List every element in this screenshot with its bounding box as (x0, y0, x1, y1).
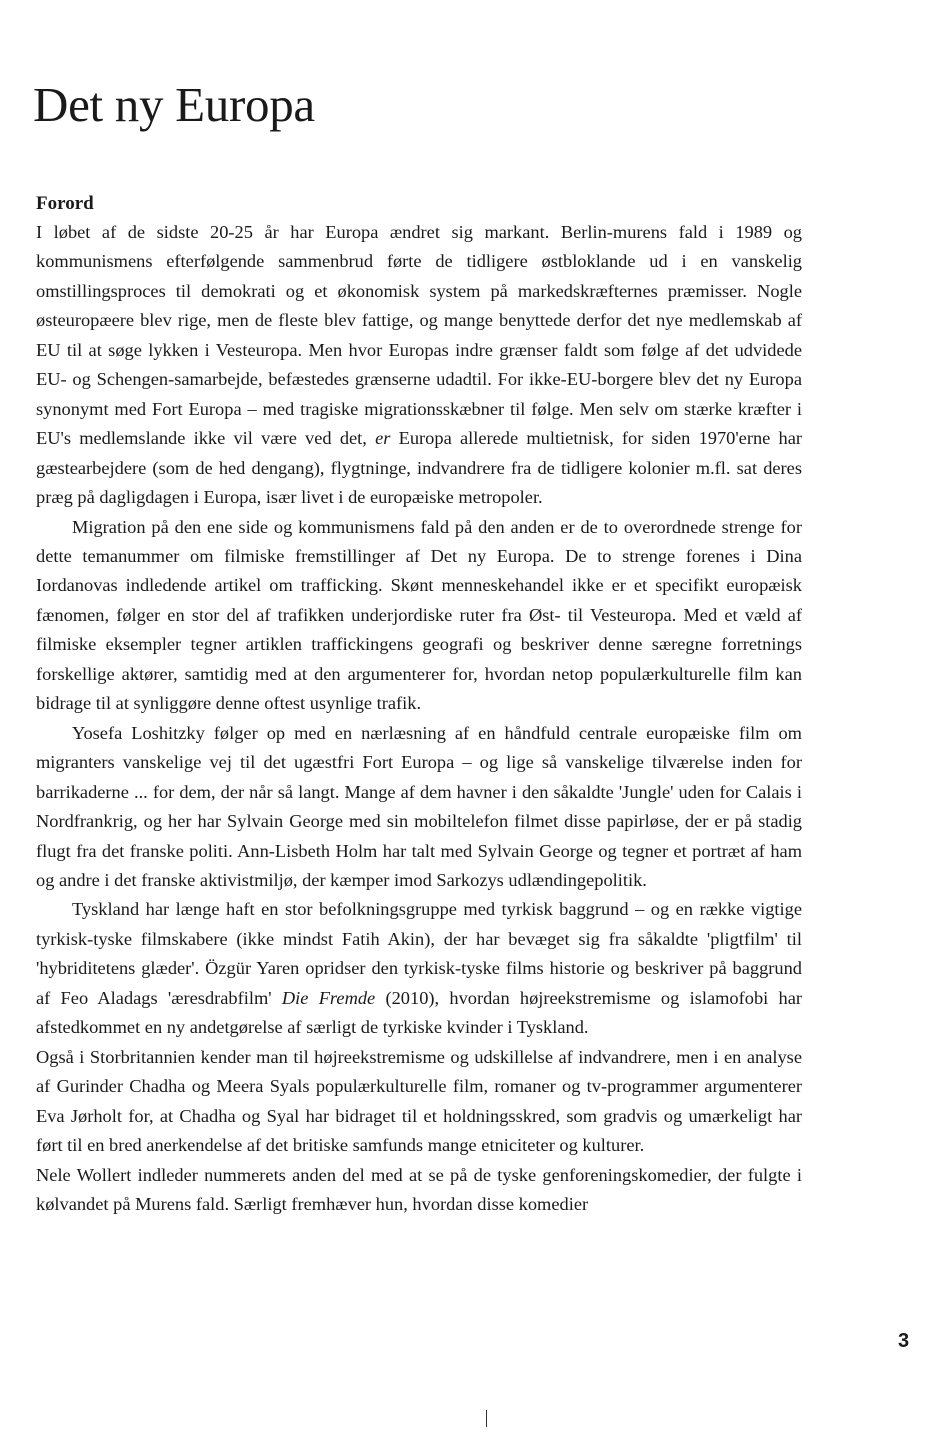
paragraph-text: (2010), hvordan højreekstremisme og islamofobi har afstedkommet en ny andetgørelse af særligt de tyrkiske kvinder i Tyskland. (36, 987, 802, 1038)
paragraph (36, 1161, 802, 1220)
binding-mark (486, 1410, 487, 1427)
paragraph (36, 1043, 802, 1161)
paragraph (36, 218, 802, 513)
section-heading: Forord (36, 193, 94, 214)
paragraph-text: Europa allerede multietnisk, for siden 1970'erne har gæstearbejdere (som de hed dengang), flygtninge, indvandrere fra de tidligere kolonier m.fl. sat deres præg på dagligdagen i Europa, især livet i de europæiske metropoler. (36, 428, 802, 508)
paragraph-text: Også i Storbritannien kender man til højreekstremisme og udskillelse af indvandrere, men i en analyse af Gurinder Chadha og Meera Syals populærkulturelle film, romaner og tv-programmer argumenterer Eva Jørholt for, at Chadha og Syal har bidraget til et holdningsskred, som gradvis og umærkeligt har ført til en bred anerkendelse af det britiske samfunds mange etniciteter og kulturer. (36, 1046, 802, 1156)
page-number: 3 (898, 1330, 910, 1352)
paragraph (36, 895, 802, 1042)
paragraph-text: Tyskland har længe haft en stor befolkningsgruppe med tyrkisk baggrund – og en række vigtige tyrkisk-tyske filmskabere (ikke mindst Fatih Akin), der har bevæget sig fra såkaldte 'pligtfilm' til 'hybriditetens glæder'. Özgür Yaren opridser den tyrkisk-tyske films historie og beskriver på baggrund af Feo Aladags 'æresdrabfilm' (36, 899, 802, 1008)
body-text (36, 218, 802, 1219)
paragraph (36, 513, 802, 719)
italic-text: er (375, 428, 391, 449)
paragraph-text: Yosefa Loshitzky følger op med en nærlæsning af en håndfuld centrale europæiske film om migranters vanskelige vej til det ugæstfri Fort Europa – og lige så vanskelige tilværelse inden for barrikaderne ... for dem, der når så langt. Mange af dem havner i den såkaldte 'Jungle' uden for Calais i Nordfrankrig, og her har Sylvain George med sin mobiltelefon filmet disse papirløse, der er på stadig flugt fra det franske politi. Ann-Lisbeth Holm har talt med Sylvain George og tegner et portræt af ham og andre i det franske aktivistmiljø, der kæmper imod Sarkozys udlændingepolitik. (36, 722, 802, 890)
paragraph-text: I løbet af de sidste 20-25 år har Europa ændret sig markant. Berlin-murens fald i 1989 og kommunismens efterfølgende sammenbrud førte de tidligere østbloklande ud i en vanskelig omstillingsproces til demokrati og et økonomisk system på markedskræfternes præmisser. Nogle østeuropæere blev rige, men de fleste blev fattige, og mange benyttede derfor det nye medlemskab af EU til at søge lykken i Vesteuropa. Men hvor Europas indre grænser faldt som følge af det udvidede EU- og Schengen-samarbejde, befæstedes grænserne udadtil. For ikke-EU-borgere blev det ny Europa synonymt med Fort Europa – med tragiske migrationsskæbner til følge. Men selv om stærke kræfter i EU's medlemslande ikke vil være ved det, (36, 222, 802, 449)
paragraph (36, 719, 802, 896)
paragraph-text: Migration på den ene side og kommunismens fald på den anden er de to overordnede strenge for dette temanummer om filmiske fremstillinger af Det ny Europa. De to strenge forenes i Dina Iordanovas indledende artikel om trafficking. Skønt menneskehandel ikke er et specifikt europæisk fænomen, følger en stor del af trafikken underjordiske ruter fra Øst- til Vesteuropa. Med et væld af filmiske eksempler tegner artiklen traffickingens geografi og beskriver denne særegne forretnings forskellige aktører, samtidig med at den argumenterer for, hvordan netop populærkulturelle film kan bidrage til at synliggøre denne oftest usynlige trafik. (36, 516, 802, 714)
italic-text: Die Fremde (281, 987, 376, 1008)
paragraph-text: Nele Wollert indleder nummerets anden del med at se på de tyske genforeningskomedier, der fulgte i kølvandet på Murens fald. Særligt fremhæver hun, hvordan disse komedier (36, 1164, 802, 1214)
page-title: Det ny Europa (33, 77, 315, 132)
